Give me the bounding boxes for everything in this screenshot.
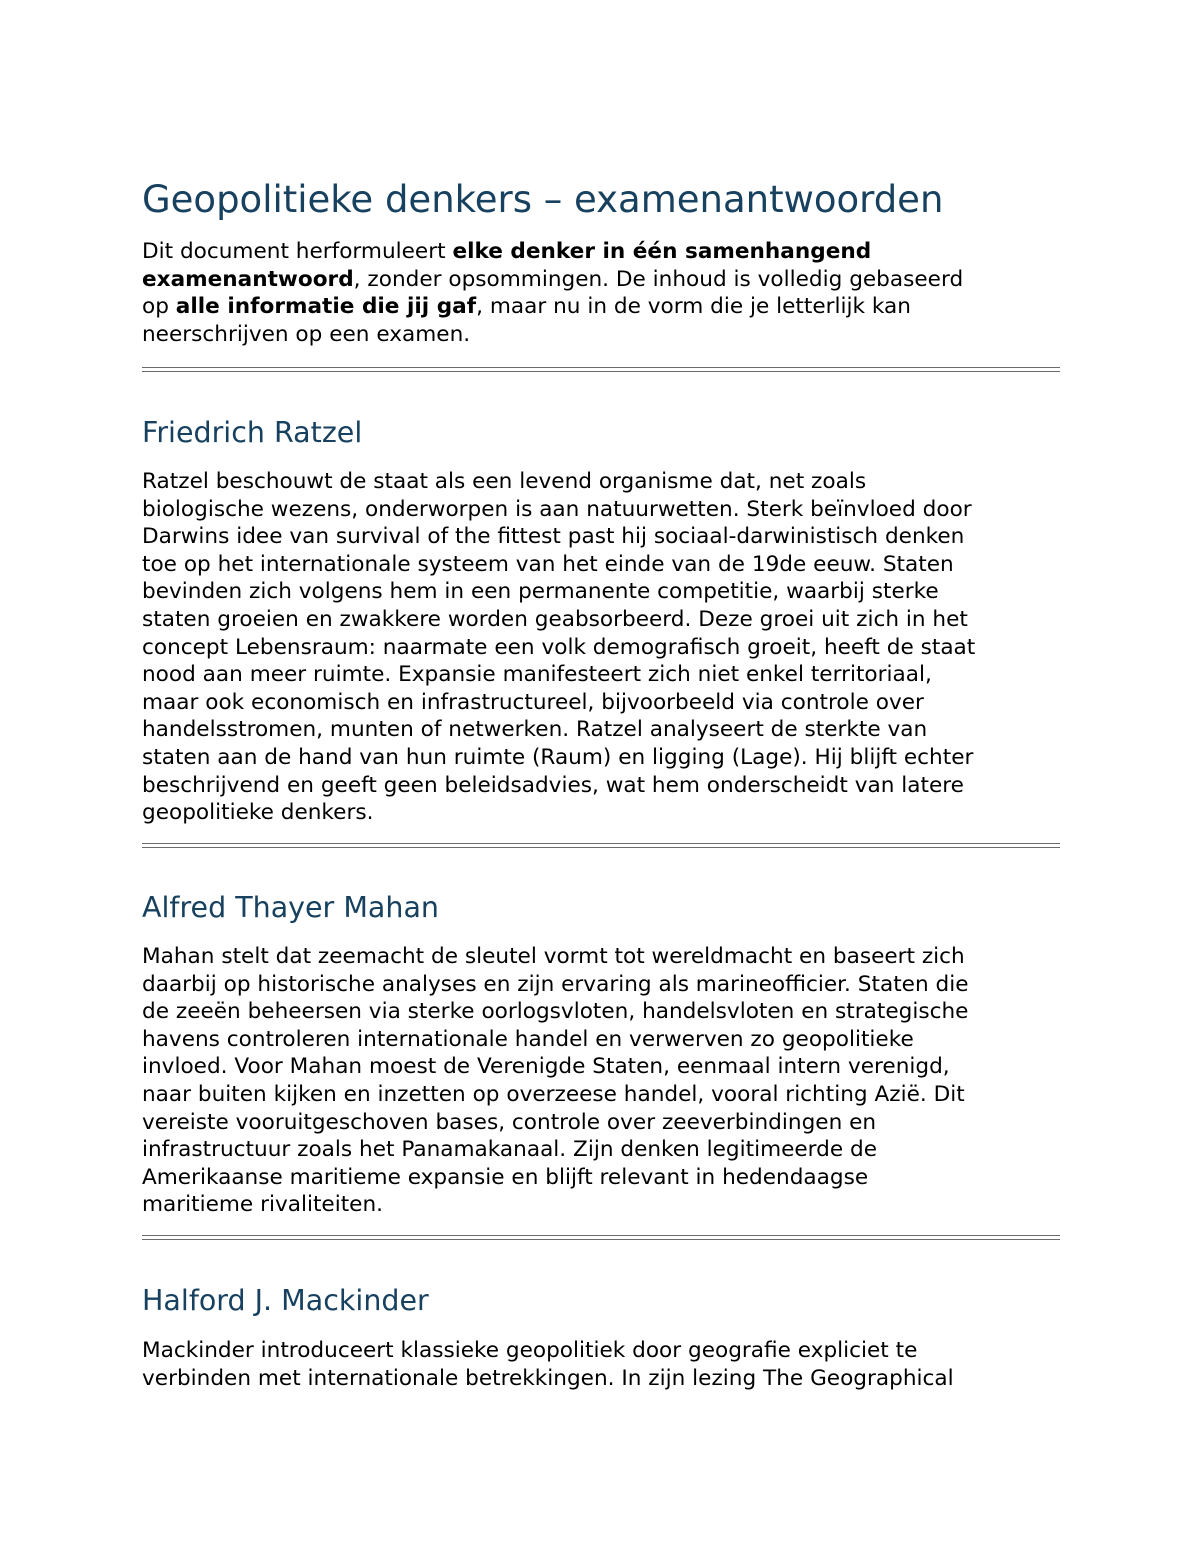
body-line: maar ook economisch en infrastructureel, bijvoorbeeld via controle over (142, 689, 924, 715)
intro-line: neerschrijven op een examen. (142, 321, 471, 347)
body-line: bevinden zich volgens hem in een permanente competitie, waarbij sterke (142, 579, 939, 605)
body-line: Amerikaanse maritieme expansie en blijft relevant in hedendaagse (142, 1164, 869, 1190)
body-line: Mahan stelt dat zeemacht de sleutel vormt tot wereldmacht en baseert zich (142, 944, 965, 969)
section-body-mahan (142, 943, 1072, 1219)
body-line: daarbij op historische analyses en zijn ervaring als marineofficier. Staten die (142, 971, 969, 997)
section-divider (142, 367, 1060, 372)
intro-emphasis: elke denker in één samenhangend (452, 239, 872, 264)
body-line: Darwins idee van survival of the fittest past hij sociaal-darwinistisch denken (142, 524, 965, 550)
intro-line: examenantwoord, zonder opsommingen. De inhoud is volledig gebaseerd (142, 266, 964, 292)
body-line: naar buiten kijken en inzetten op overzeese handel, vooral richting Azië. Dit (142, 1081, 965, 1107)
body-line: nood aan meer ruimte. Expansie manifesteert zich niet enkel territoriaal, (142, 662, 932, 688)
intro-line: op alle informatie die jij gaf, maar nu in de vorm die je letterlijk kan (142, 294, 911, 320)
body-line: verbinden met internationale betrekkingen. In zijn lezing The Geographical (142, 1365, 954, 1391)
section-heading-ratzel: Friedrich Ratzel (142, 416, 363, 449)
intro-emphasis: examenantwoord (142, 266, 354, 292)
body-line: de zeeën beheersen via sterke oorlogsvloten, handelsvloten en strategische (142, 999, 969, 1025)
body-line: havens controleren internationale handel en verwerven zo geopolitieke (142, 1026, 914, 1052)
body-line: infrastructuur zoals het Panamakanaal. Zijn denken legitimeerde de (142, 1137, 878, 1163)
body-line: concept Lebensraum: naarmate een volk demografisch groeit, heeft de staat (142, 634, 976, 660)
section-body-mackinder (142, 1337, 1072, 1392)
body-line: geopolitieke denkers. (142, 800, 374, 826)
section-heading-mahan: Alfred Thayer Mahan (142, 891, 439, 924)
body-line: maritieme rivaliteiten. (142, 1192, 384, 1218)
intro-paragraph (142, 238, 1062, 348)
section-divider (142, 1235, 1060, 1240)
body-line: staten aan de hand van hun ruimte (Raum) en ligging (Lage). Hij blijft echter (142, 744, 974, 770)
intro-line: Dit document herformuleert elke denker in één samenhangend (142, 239, 872, 264)
intro-emphasis: alle informatie die jij gaf (175, 294, 477, 320)
body-line: vereiste vooruitgeschoven bases, controle over zeeverbindingen en (142, 1109, 877, 1135)
body-line: staten groeien en zwakkere worden geabsorbeerd. Deze groei uit zich in het (142, 606, 968, 632)
body-line: toe op het internationale systeem van het einde van de 19de eeuw. Staten (142, 551, 954, 577)
body-line: handelsstromen, munten of netwerken. Ratzel analyseert de sterkte van (142, 717, 928, 743)
body-line: Mackinder introduceert klassieke geopolitiek door geografie expliciet te (142, 1338, 918, 1363)
body-line: biologische wezens, onderworpen is aan natuurwetten. Sterk beïnvloed door (142, 496, 972, 522)
section-body-ratzel (142, 468, 1072, 827)
document-title: Geopolitieke denkers – examenantwoorden (142, 178, 944, 221)
body-line: Ratzel beschouwt de staat als een levend organisme dat, net zoals (142, 469, 867, 494)
body-line: invloed. Voor Mahan moest de Verenigde Staten, eenmaal intern verenigd, (142, 1054, 950, 1080)
section-divider (142, 843, 1060, 848)
body-line: beschrijvend en geeft geen beleidsadvies, wat hem onderscheidt van latere (142, 772, 964, 798)
section-heading-mackinder: Halford J. Mackinder (142, 1284, 429, 1317)
